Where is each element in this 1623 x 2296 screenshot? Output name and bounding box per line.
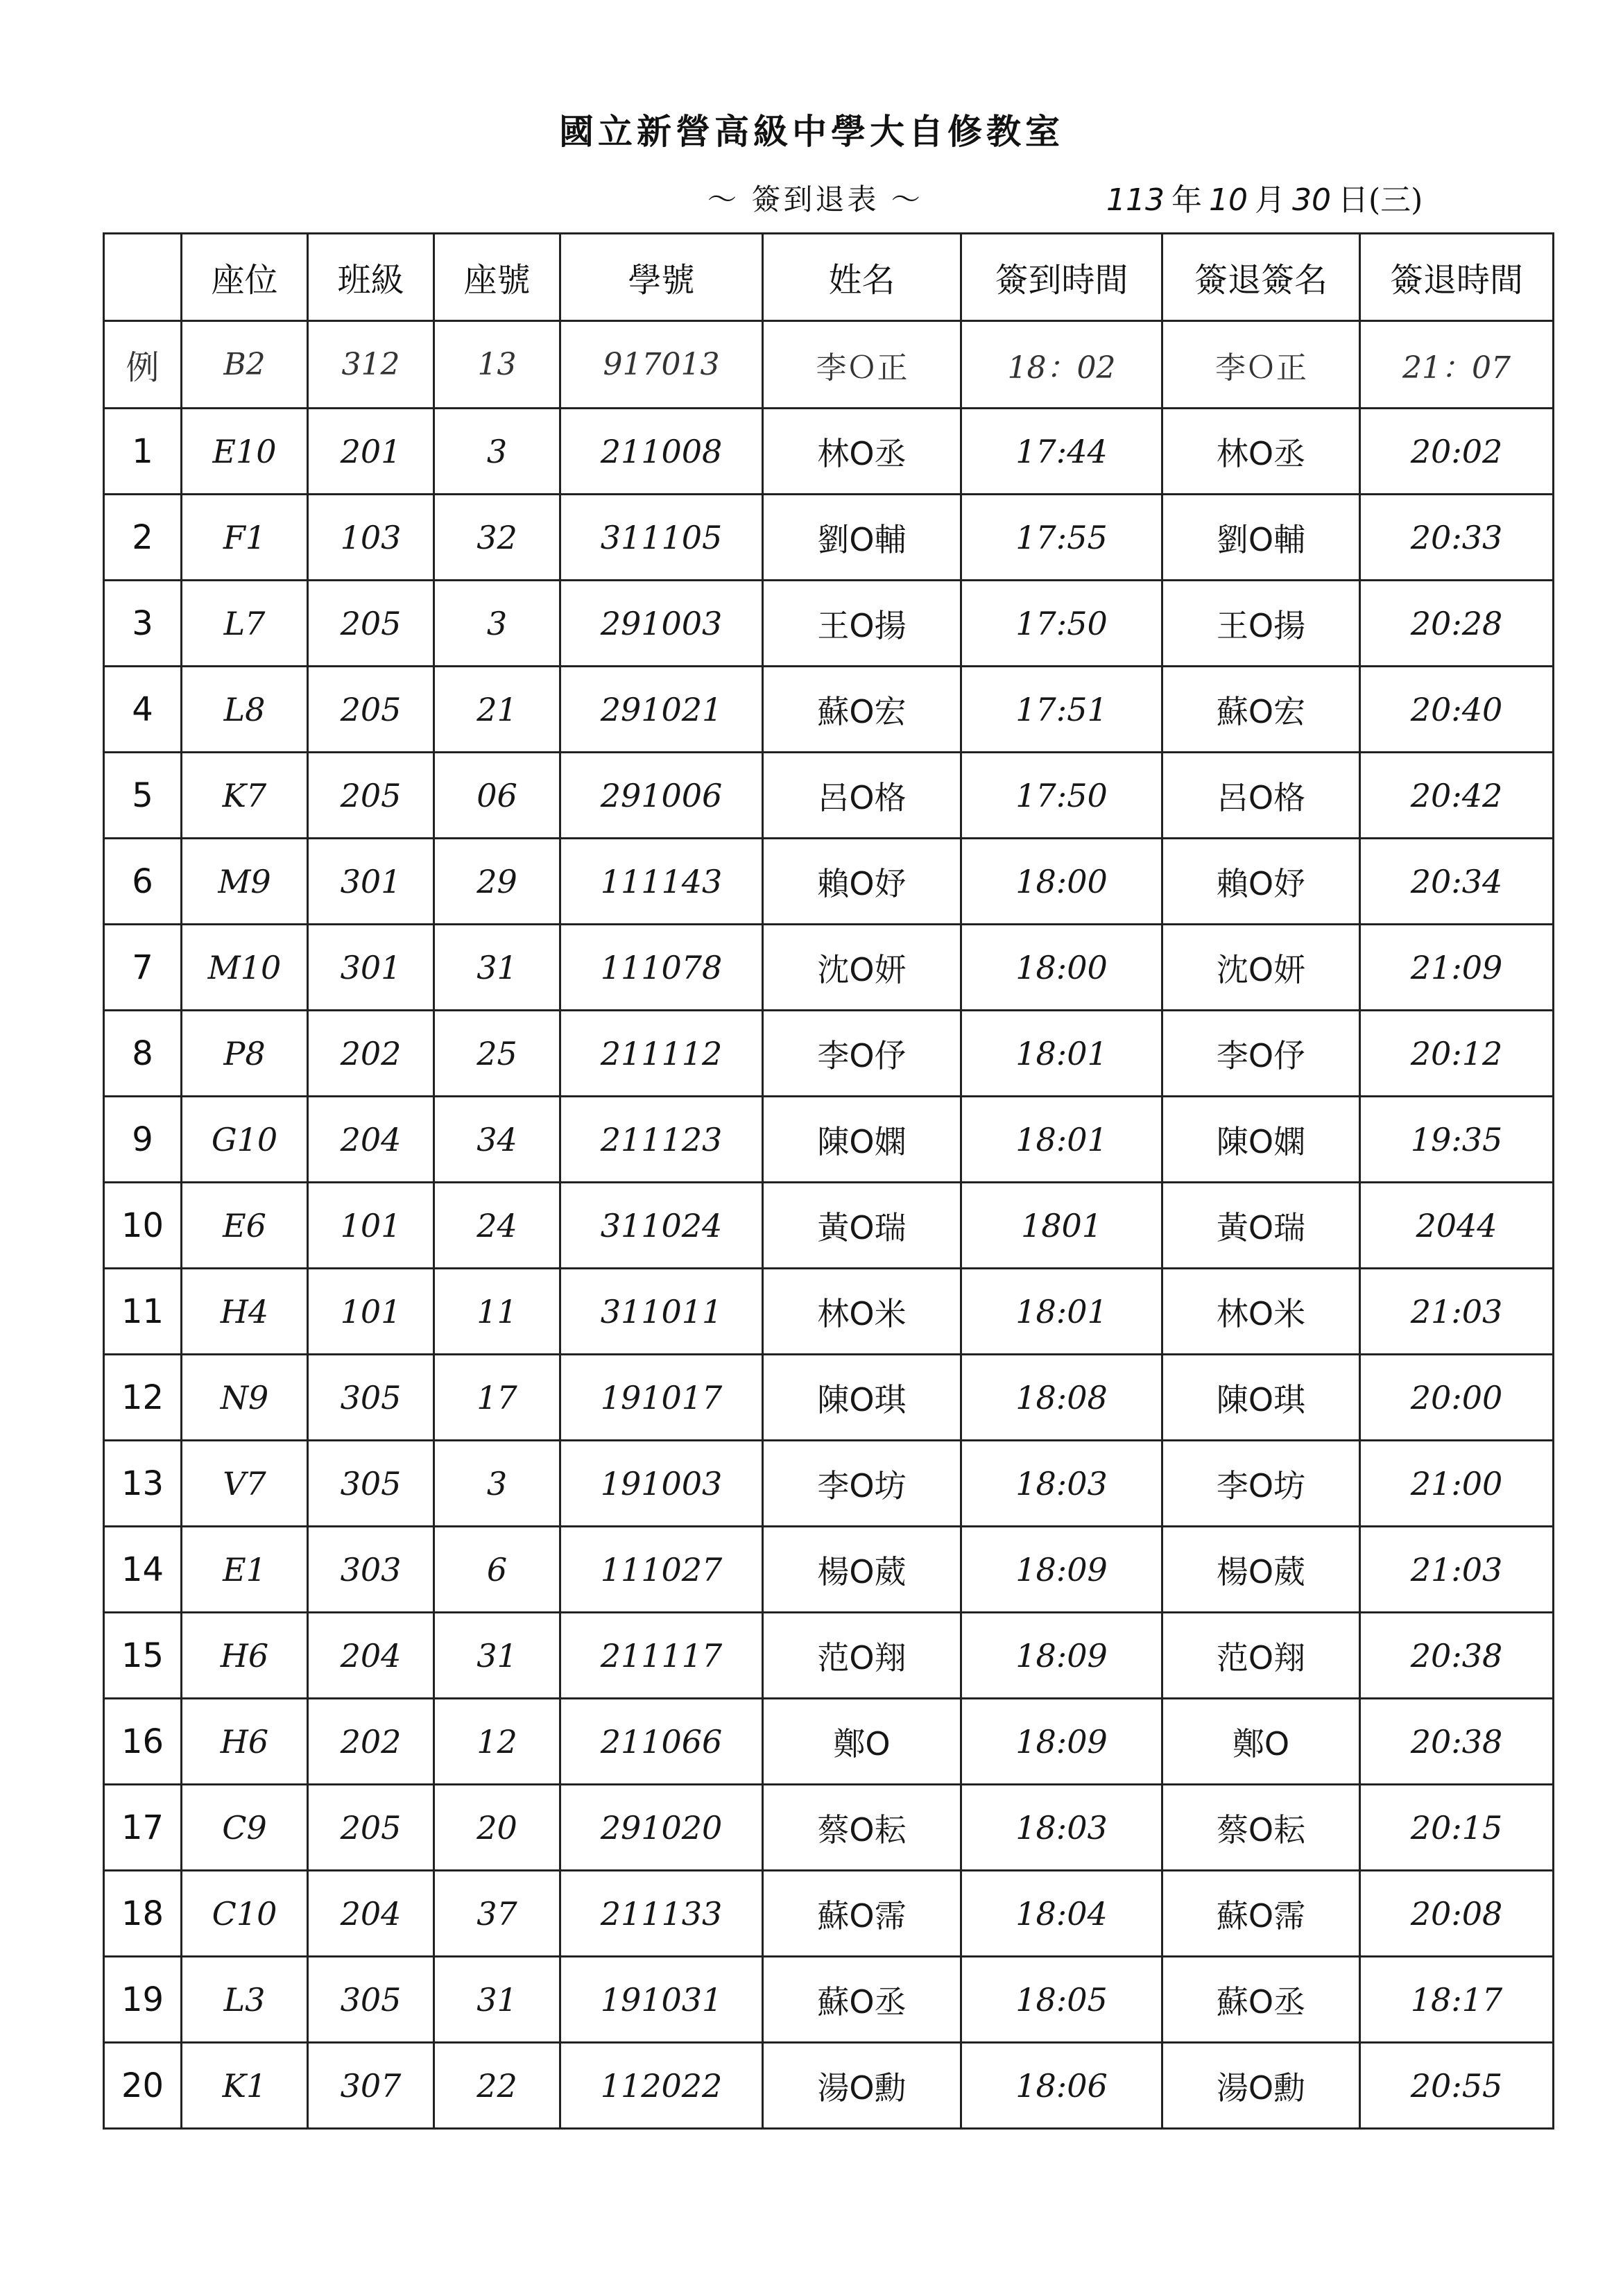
row-number: 5 (104, 753, 182, 839)
cell-name: 蘇O霈 (763, 1871, 961, 1957)
cell-sign-in-time: 18:08 (961, 1355, 1162, 1441)
cell-number: 20 (434, 1785, 560, 1871)
date-month-label: 月 (1254, 182, 1285, 218)
cell-sign-out-time: 20:28 (1360, 581, 1554, 667)
cell-sign-in-time: 18:00 (961, 925, 1162, 1011)
date-day: 30 (1291, 182, 1331, 218)
cell-student-id: 311105 (560, 495, 763, 581)
cell-class: 204 (308, 1871, 434, 1957)
col-header-student-id: 學號 (560, 234, 763, 321)
cell-name: 林O米 (763, 1269, 961, 1355)
cell-name: 黃O瑞 (763, 1183, 961, 1269)
example-name: 李Ｏ正 (763, 321, 961, 409)
cell-sign-out-name: 湯O勳 (1162, 2043, 1360, 2129)
cell-name: 呂O格 (763, 753, 961, 839)
row-number: 19 (104, 1957, 182, 2043)
cell-sign-in-time: 18:09 (961, 1699, 1162, 1785)
cell-name: 王O揚 (763, 581, 961, 667)
cell-sign-out-name: 蘇O霈 (1162, 1871, 1360, 1957)
row-number: 10 (104, 1183, 182, 1269)
form-subtitle: ～ 簽到退表 ～ (707, 182, 923, 216)
cell-name: 陳O嫻 (763, 1097, 961, 1183)
col-header-name: 姓名 (763, 234, 961, 321)
page-title: 國立新營高級中學大自修教室 (559, 111, 1064, 152)
cell-seat: C10 (182, 1871, 308, 1957)
table-row (104, 1183, 1554, 1269)
cell-seat: F1 (182, 495, 308, 581)
date-month: 10 (1208, 182, 1248, 218)
row-number: 1 (104, 409, 182, 495)
example-sign-out-name: 李Ｏ正 (1162, 321, 1360, 409)
row-number: 7 (104, 925, 182, 1011)
cell-student-id: 291020 (560, 1785, 763, 1871)
cell-class: 205 (308, 667, 434, 753)
cell-number: 3 (434, 581, 560, 667)
example-student-id: 917013 (560, 321, 763, 409)
row-number: 14 (104, 1527, 182, 1613)
row-number: 15 (104, 1613, 182, 1699)
cell-number: 25 (434, 1011, 560, 1097)
cell-sign-out-name: 林O米 (1162, 1269, 1360, 1355)
cell-class: 301 (308, 925, 434, 1011)
cell-name: 湯O勳 (763, 2043, 961, 2129)
cell-sign-out-time: 20:08 (1360, 1871, 1554, 1957)
cell-student-id: 191031 (560, 1957, 763, 2043)
cell-sign-in-time: 17:51 (961, 667, 1162, 753)
cell-name: 陳O琪 (763, 1355, 961, 1441)
cell-number: 31 (434, 925, 560, 1011)
sign-in-table (103, 232, 1554, 2130)
example-sign-out-time: 21：07 (1360, 321, 1554, 409)
cell-sign-out-time: 2044 (1360, 1183, 1554, 1269)
row-number: 3 (104, 581, 182, 667)
cell-number: 11 (434, 1269, 560, 1355)
cell-sign-out-name: 林O丞 (1162, 409, 1360, 495)
table-row (104, 753, 1554, 839)
cell-name: 劉O輔 (763, 495, 961, 581)
cell-seat: E10 (182, 409, 308, 495)
example-label: 例 (104, 321, 182, 409)
cell-sign-out-name: 李O坊 (1162, 1441, 1360, 1527)
cell-sign-in-time: 18:03 (961, 1441, 1162, 1527)
cell-sign-out-time: 20:38 (1360, 1613, 1554, 1699)
cell-seat: E6 (182, 1183, 308, 1269)
table-row (104, 1871, 1554, 1957)
cell-student-id: 291021 (560, 667, 763, 753)
cell-sign-out-time: 20:55 (1360, 2043, 1554, 2129)
table-row (104, 925, 1554, 1011)
cell-student-id: 112022 (560, 2043, 763, 2129)
cell-class: 202 (308, 1699, 434, 1785)
example-class: 312 (308, 321, 434, 409)
cell-student-id: 111027 (560, 1527, 763, 1613)
cell-class: 307 (308, 2043, 434, 2129)
row-number: 20 (104, 2043, 182, 2129)
cell-sign-in-time: 17:50 (961, 581, 1162, 667)
cell-name: 蘇O丞 (763, 1957, 961, 2043)
cell-sign-out-name: 李O伃 (1162, 1011, 1360, 1097)
table-row (104, 409, 1554, 495)
cell-seat: K1 (182, 2043, 308, 2129)
date-day-label: 日 (1337, 182, 1368, 218)
example-sign-in: 18：02 (961, 321, 1162, 409)
cell-name: 李O坊 (763, 1441, 961, 1527)
cell-sign-out-time: 18:17 (1360, 1957, 1554, 2043)
table-row (104, 1355, 1554, 1441)
cell-number: 17 (434, 1355, 560, 1441)
cell-name: 賴O妤 (763, 839, 961, 925)
cell-name: 鄭O (763, 1699, 961, 1785)
cell-student-id: 211112 (560, 1011, 763, 1097)
cell-seat: H6 (182, 1613, 308, 1699)
cell-sign-out-name: 陳O嫻 (1162, 1097, 1360, 1183)
cell-sign-out-time: 20:00 (1360, 1355, 1554, 1441)
table-row (104, 667, 1554, 753)
cell-sign-in-time: 18:01 (961, 1269, 1162, 1355)
header-row (104, 234, 1554, 321)
col-header-number: 座號 (434, 234, 560, 321)
cell-number: 24 (434, 1183, 560, 1269)
cell-seat: L7 (182, 581, 308, 667)
cell-student-id: 311024 (560, 1183, 763, 1269)
table-row (104, 1957, 1554, 2043)
cell-class: 204 (308, 1097, 434, 1183)
cell-student-id: 111078 (560, 925, 763, 1011)
cell-student-id: 211123 (560, 1097, 763, 1183)
cell-sign-out-time: 20:02 (1360, 409, 1554, 495)
cell-sign-in-time: 18:05 (961, 1957, 1162, 2043)
cell-seat: V7 (182, 1441, 308, 1527)
cell-number: 31 (434, 1613, 560, 1699)
date-year: 113 (1106, 182, 1165, 218)
cell-seat: M10 (182, 925, 308, 1011)
cell-seat: L3 (182, 1957, 308, 2043)
cell-student-id: 211117 (560, 1613, 763, 1699)
cell-number: 29 (434, 839, 560, 925)
cell-sign-out-time: 20:12 (1360, 1011, 1554, 1097)
row-number: 6 (104, 839, 182, 925)
cell-class: 205 (308, 753, 434, 839)
cell-class: 204 (308, 1613, 434, 1699)
row-number: 11 (104, 1269, 182, 1355)
cell-sign-out-name: 王O揚 (1162, 581, 1360, 667)
cell-class: 103 (308, 495, 434, 581)
cell-sign-out-name: 范O翔 (1162, 1613, 1360, 1699)
cell-student-id: 111143 (560, 839, 763, 925)
cell-sign-out-name: 黃O瑞 (1162, 1183, 1360, 1269)
cell-student-id: 291006 (560, 753, 763, 839)
cell-number: 3 (434, 1441, 560, 1527)
table-row (104, 2043, 1554, 2129)
example-row (104, 321, 1554, 409)
cell-seat: H4 (182, 1269, 308, 1355)
row-number: 16 (104, 1699, 182, 1785)
table-row (104, 1527, 1554, 1613)
cell-sign-out-name: 鄭O (1162, 1699, 1360, 1785)
cell-number: 3 (434, 409, 560, 495)
cell-student-id: 291003 (560, 581, 763, 667)
cell-sign-out-name: 劉O輔 (1162, 495, 1360, 581)
cell-class: 305 (308, 1957, 434, 2043)
table-row (104, 495, 1554, 581)
cell-name: 沈O妍 (763, 925, 961, 1011)
cell-seat: H6 (182, 1699, 308, 1785)
cell-seat: E1 (182, 1527, 308, 1613)
cell-name: 李O伃 (763, 1011, 961, 1097)
cell-name: 范O翔 (763, 1613, 961, 1699)
cell-sign-out-time: 20:42 (1360, 753, 1554, 839)
cell-sign-out-name: 賴O妤 (1162, 839, 1360, 925)
row-number: 18 (104, 1871, 182, 1957)
cell-number: 6 (434, 1527, 560, 1613)
table-row (104, 1441, 1554, 1527)
date-weekday: (三) (1368, 182, 1423, 218)
cell-student-id: 211066 (560, 1699, 763, 1785)
cell-sign-out-name: 陳O琪 (1162, 1355, 1360, 1441)
cell-sign-out-name: 呂O格 (1162, 753, 1360, 839)
cell-class: 101 (308, 1269, 434, 1355)
example-seat: B2 (182, 321, 308, 409)
cell-number: 21 (434, 667, 560, 753)
col-header-class: 班級 (308, 234, 434, 321)
cell-student-id: 211008 (560, 409, 763, 495)
cell-sign-out-time: 20:38 (1360, 1699, 1554, 1785)
cell-sign-in-time: 18:09 (961, 1613, 1162, 1699)
cell-class: 205 (308, 1785, 434, 1871)
cell-sign-in-time: 17:50 (961, 753, 1162, 839)
cell-sign-out-time: 20:40 (1360, 667, 1554, 753)
col-header-seat: 座位 (182, 234, 308, 321)
cell-number: 06 (434, 753, 560, 839)
row-number: 13 (104, 1441, 182, 1527)
cell-class: 305 (308, 1355, 434, 1441)
row-number: 17 (104, 1785, 182, 1871)
cell-number: 34 (434, 1097, 560, 1183)
col-header-sign-out-time: 簽退時間 (1360, 234, 1554, 321)
cell-class: 301 (308, 839, 434, 925)
table-row (104, 1785, 1554, 1871)
cell-sign-in-time: 18:01 (961, 1097, 1162, 1183)
cell-name: 林O丞 (763, 409, 961, 495)
cell-class: 202 (308, 1011, 434, 1097)
cell-student-id: 311011 (560, 1269, 763, 1355)
cell-sign-out-name: 楊O葳 (1162, 1527, 1360, 1613)
cell-sign-out-time: 20:33 (1360, 495, 1554, 581)
cell-sign-out-name: 沈O妍 (1162, 925, 1360, 1011)
cell-sign-in-time: 1801 (961, 1183, 1162, 1269)
row-number: 9 (104, 1097, 182, 1183)
cell-sign-out-time: 21:03 (1360, 1527, 1554, 1613)
row-number: 2 (104, 495, 182, 581)
cell-sign-out-name: 蘇O宏 (1162, 667, 1360, 753)
row-number: 12 (104, 1355, 182, 1441)
cell-seat: K7 (182, 753, 308, 839)
cell-seat: M9 (182, 839, 308, 925)
cell-seat: G10 (182, 1097, 308, 1183)
cell-sign-out-name: 蘇O丞 (1162, 1957, 1360, 2043)
cell-class: 101 (308, 1183, 434, 1269)
cell-number: 32 (434, 495, 560, 581)
row-number: 8 (104, 1011, 182, 1097)
cell-sign-in-time: 18:01 (961, 1011, 1162, 1097)
cell-sign-in-time: 17:44 (961, 409, 1162, 495)
table-row (104, 1613, 1554, 1699)
cell-seat: L8 (182, 667, 308, 753)
cell-sign-in-time: 17:55 (961, 495, 1162, 581)
cell-number: 37 (434, 1871, 560, 1957)
table-row (104, 581, 1554, 667)
cell-sign-out-time: 21:00 (1360, 1441, 1554, 1527)
cell-sign-out-time: 20:34 (1360, 839, 1554, 925)
cell-student-id: 211133 (560, 1871, 763, 1957)
cell-number: 12 (434, 1699, 560, 1785)
table-row (104, 1097, 1554, 1183)
cell-name: 蔡O耘 (763, 1785, 961, 1871)
example-number: 13 (434, 321, 560, 409)
cell-class: 201 (308, 409, 434, 495)
col-header-sign-out-name: 簽退簽名 (1162, 234, 1360, 321)
cell-seat: N9 (182, 1355, 308, 1441)
cell-sign-out-name: 蔡O耘 (1162, 1785, 1360, 1871)
table-row (104, 1699, 1554, 1785)
col-header-sign-in-time: 簽到時間 (961, 234, 1162, 321)
cell-sign-in-time: 18:06 (961, 2043, 1162, 2129)
cell-seat: C9 (182, 1785, 308, 1871)
cell-student-id: 191003 (560, 1441, 763, 1527)
cell-sign-in-time: 18:00 (961, 839, 1162, 925)
cell-sign-out-time: 19:35 (1360, 1097, 1554, 1183)
table-row (104, 1269, 1554, 1355)
cell-number: 22 (434, 2043, 560, 2129)
cell-class: 305 (308, 1441, 434, 1527)
cell-sign-out-time: 21:03 (1360, 1269, 1554, 1355)
cell-sign-out-time: 21:09 (1360, 925, 1554, 1011)
cell-sign-in-time: 18:09 (961, 1527, 1162, 1613)
row-number: 4 (104, 667, 182, 753)
cell-class: 205 (308, 581, 434, 667)
cell-class: 303 (308, 1527, 434, 1613)
cell-sign-out-time: 20:15 (1360, 1785, 1554, 1871)
cell-name: 楊O葳 (763, 1527, 961, 1613)
cell-sign-in-time: 18:03 (961, 1785, 1162, 1871)
cell-name: 蘇O宏 (763, 667, 961, 753)
cell-seat: P8 (182, 1011, 308, 1097)
table-row (104, 839, 1554, 925)
table-row (104, 1011, 1554, 1097)
col-header-rownum (104, 234, 182, 321)
cell-sign-in-time: 18:04 (961, 1871, 1162, 1957)
date-year-label: 年 (1171, 182, 1202, 218)
cell-student-id: 191017 (560, 1355, 763, 1441)
cell-number: 31 (434, 1957, 560, 2043)
form-date (1099, 175, 1423, 219)
